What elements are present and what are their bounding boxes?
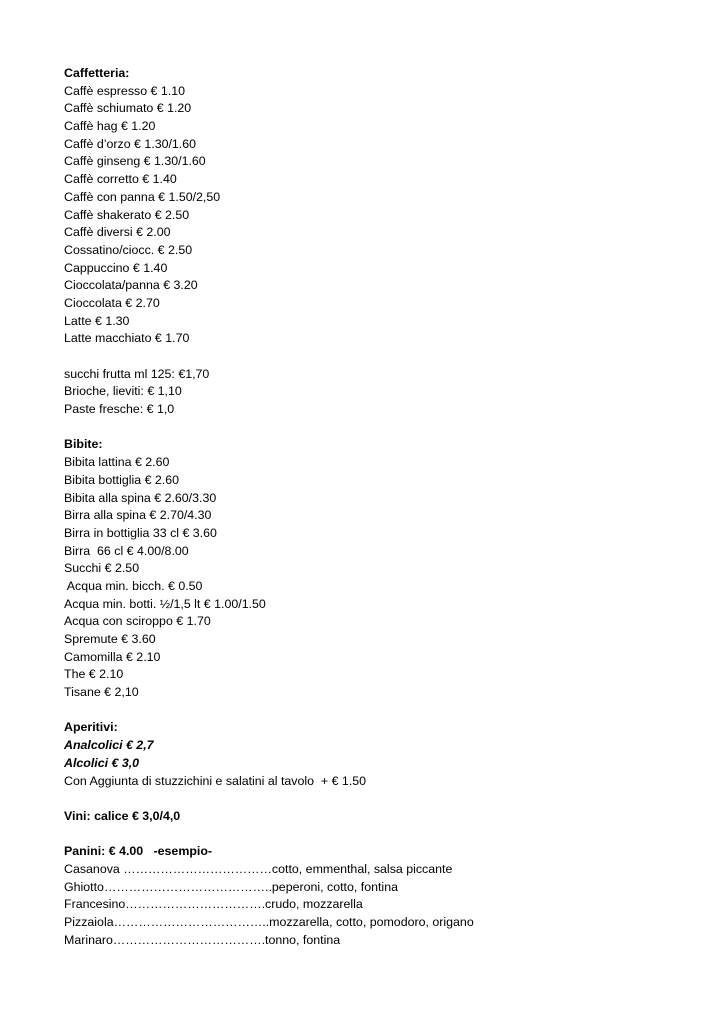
list-item: Tisane € 2,10 <box>64 685 139 700</box>
list-item: Caffè d’orzo € 1.30/1.60 <box>64 136 197 151</box>
list-item: Francesino…………………………….crudo, mozzarella <box>64 897 363 912</box>
extras-list <box>64 366 684 419</box>
list-item: Acqua min. bicch. € 0.50 <box>64 578 203 593</box>
panini-list <box>64 861 684 949</box>
list-item: Birra in bottiglia 33 cl € 3.60 <box>64 525 217 540</box>
list-item: Cioccolata € 2.70 <box>64 295 160 310</box>
list-item: Paste fresche: € 1,0 <box>64 402 175 417</box>
list-item: Bibita bottiglia € 2.60 <box>64 472 180 487</box>
bibite-heading: Bibite: <box>64 437 103 452</box>
list-item: Bibita lattina € 2.60 <box>64 455 170 470</box>
list-item: Acqua con sciroppo € 1.70 <box>64 614 211 629</box>
spacer <box>64 702 684 720</box>
aperitivi-note: Con Aggiunta di stuzzichini e salatini al tavolo + € 1.50 <box>64 773 367 788</box>
caffetteria-list <box>64 83 684 348</box>
list-item: Caffè espresso € 1.10 <box>64 83 186 98</box>
list-item: Bibita alla spina € 2.60/3.30 <box>64 490 217 505</box>
caffetteria-heading: Caffetteria: <box>64 66 130 80</box>
list-item: Latte macchiato € 1.70 <box>64 331 190 346</box>
aperitivi-heading: Aperitivi: <box>64 720 118 735</box>
list-item: Brioche, lieviti: € 1,10 <box>64 384 182 399</box>
spacer <box>64 419 684 437</box>
list-item: Caffè ginseng € 1.30/1.60 <box>64 154 206 169</box>
list-item: Ghiotto…………………………………..peperoni, cotto, fontina <box>64 879 398 894</box>
spacer <box>64 348 684 366</box>
list-item: Casanova ………………………………cotto, emmenthal, salsa piccante <box>64 861 453 876</box>
list-item: Succhi € 2.50 <box>64 561 140 576</box>
list-item: Marinaro……………………………….tonno, fontina <box>64 932 341 947</box>
list-item: Caffè corretto € 1.40 <box>64 172 177 187</box>
list-item: Birra 66 cl € 4.00/8.00 <box>64 543 189 558</box>
menu-document <box>64 65 684 949</box>
list-item: Cossatino/ciocc. € 2.50 <box>64 242 193 257</box>
list-item: The € 2.10 <box>64 667 124 682</box>
list-item: Camomilla € 2.10 <box>64 649 161 664</box>
spacer <box>64 790 684 808</box>
aperitivi-analcolici: Analcolici € 2,7 <box>64 738 154 753</box>
spacer <box>64 826 684 844</box>
list-item: Spremute € 3.60 <box>64 632 156 646</box>
list-item: Latte € 1.30 <box>64 313 130 328</box>
panini-heading: Panini: € 4.00 -esempio- <box>64 844 213 859</box>
list-item: Caffè shakerato € 2.50 <box>64 207 190 222</box>
list-item: Caffè hag € 1.20 <box>64 119 156 134</box>
list-item: Acqua min. botti. ½/1,5 lt € 1.00/1.50 <box>64 596 266 611</box>
list-item: Caffè diversi € 2.00 <box>64 225 171 240</box>
aperitivi-alcolici: Alcolici € 3,0 <box>64 755 140 770</box>
list-item: Caffè schiumato € 1.20 <box>64 101 192 116</box>
bibite-list <box>64 454 684 702</box>
list-item: Cappuccino € 1.40 <box>64 260 168 275</box>
list-item: Birra alla spina € 2.70/4.30 <box>64 508 212 523</box>
list-item: Caffè con panna € 1.50/2,50 <box>64 189 221 204</box>
list-item: Cioccolata/panna € 3.20 <box>64 278 198 293</box>
list-item: succhi frutta ml 125: €1,70 <box>64 366 210 381</box>
list-item: Pizzaiola………………………………..mozzarella, cotto, pomodoro, origano <box>64 915 474 929</box>
vini-heading: Vini: calice € 3,0/4,0 <box>64 808 181 823</box>
